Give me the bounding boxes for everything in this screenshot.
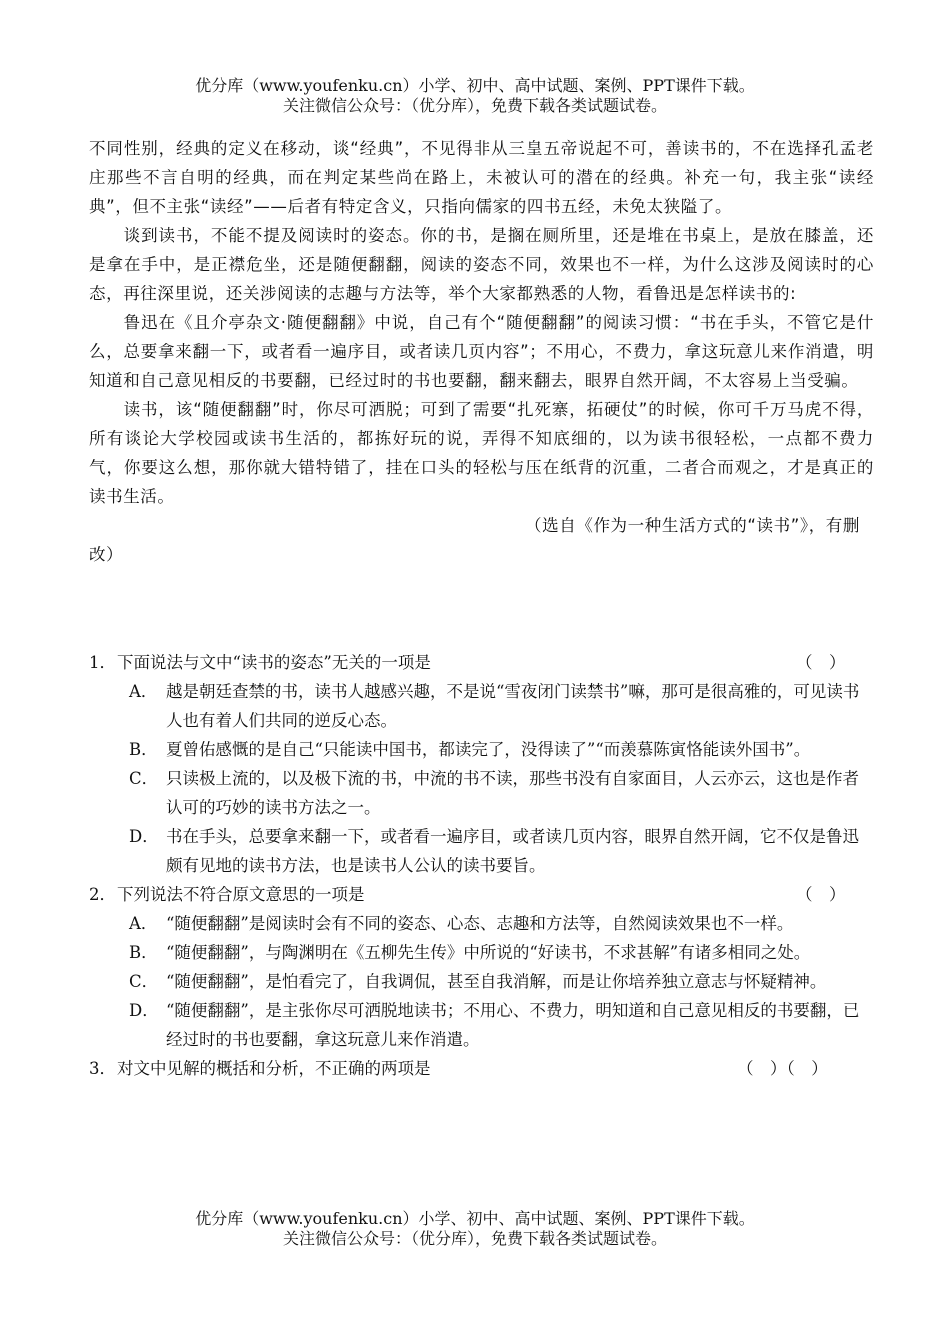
question-list <box>89 648 874 1083</box>
page-footer <box>0 1209 950 1249</box>
question-stem: 对文中见解的概括和分析，不正确的两项是 <box>117 1059 431 1078</box>
option-letter: B． <box>129 740 158 759</box>
option-text: “随便翻翻”，是主张你尽可洒脱地读书；不用心、不费力，明知道和自己意见相反的书要翻，已经过时的书也要翻，拿这玩意儿来作消遣。 <box>166 1001 860 1049</box>
option-text: “随便翻翻”，是怕看完了，自我调侃，甚至自我消解，而是让你培养独立意志与怀疑精神。 <box>166 972 827 991</box>
question-number: 3． <box>89 1059 116 1078</box>
question-2 <box>89 880 874 909</box>
option-letter: D． <box>129 827 159 846</box>
question-2-option-b <box>89 938 874 967</box>
passage-paragraph-4: 读书，该“随便翻翻”时，你尽可洒脱；可到了需要“扎死寨，拓硬仗”的时候，你可千万马虎不得，所有谈论大学校园或读书生活的，都拣好玩的说，弄得不知底细的，以为读书很轻松，一点都不费力气，你要这么想，那你就大错特错了，挂在口头的轻松与压在纸背的沉重，二者合而观之，才是真正的读书生活。 <box>89 400 874 506</box>
question-2-option-c <box>89 967 874 996</box>
option-text: 夏曾佑感慨的是自己“只能读中国书，都读完了，没得读了”“而羡慕陈寅恪能读外国书”。 <box>166 740 811 759</box>
option-text: 只读极上流的，以及极下流的书，中流的书不读，那些书没有自家面目，人云亦云，这也是作者认可的巧妙的读书方法之一。 <box>166 769 859 817</box>
passage-paragraph-3: 鲁迅在《且介亭杂文·随便翻翻》中说，自己有个“随便翻翻”的阅读习惯：“书在手头，不管它是什么，总要拿来翻一下，或者看一遍序目，或者读几页内容”；不用心，不费力，拿这玩意儿来作消遣，明知道和自己意见相反的书要翻，已经过时的书也要翻，翻来翻去，眼界自然开阔，不太容易上当受骗。 <box>89 313 874 390</box>
question-3 <box>89 1054 874 1083</box>
question-1-option-b <box>89 735 874 764</box>
footer-line-2: 关注微信公众号：（优分库），免费下载各类试题试卷。 <box>282 1229 667 1248</box>
question-2-option-a <box>89 909 874 938</box>
question-1 <box>89 648 874 677</box>
header-line-1: 优分库（www.youfenku.cn）小学、初中、高中试题、案例、PPT课件下载。 <box>195 76 755 95</box>
option-letter: A． <box>129 682 158 701</box>
option-text: 书在手头，总要拿来翻一下，或者看一遍序目，或者读几页内容，眼界自然开阔，它不仅是鲁迅颇有见地的读书方法，也是读书人公认的读书要旨。 <box>166 827 859 875</box>
answer-bracket[interactable]: （ ）（ ） <box>737 1059 828 1078</box>
question-1-option-d <box>89 822 874 880</box>
option-text: “随便翻翻”，与陶渊明在《五柳先生传》中所说的“好读书，不求甚解”有诸多相同之处。 <box>166 943 811 962</box>
passage-source-tail: 改） <box>89 545 124 564</box>
answer-bracket[interactable]: （ ） <box>796 885 846 904</box>
page-header <box>0 76 950 116</box>
footer-line-1: 优分库（www.youfenku.cn）小学、初中、高中试题、案例、PPT课件下载。 <box>195 1209 755 1228</box>
option-letter: C． <box>129 769 159 788</box>
passage-source: （选自《作为一种生活方式的“读书”》，有删 <box>525 516 860 535</box>
option-text: “随便翻翻”是阅读时会有不同的姿态、心态、志趣和方法等，自然阅读效果也不一样。 <box>166 914 794 933</box>
option-letter: C． <box>129 972 159 991</box>
question-1-option-c <box>89 764 874 822</box>
option-text: 越是朝廷查禁的书，读书人越感兴趣，不是说“雪夜闭门读禁书”嘛，那可是很高雅的，可见读书人也有着人们共同的逆反心态。 <box>166 682 860 730</box>
header-line-2: 关注微信公众号：（优分库），免费下载各类试题试卷。 <box>282 96 667 115</box>
question-stem: 下列说法不符合原文意思的一项是 <box>117 885 365 904</box>
question-1-option-a <box>89 677 874 735</box>
option-letter: B． <box>129 943 158 962</box>
option-letter: D． <box>129 1001 159 1020</box>
reading-passage <box>89 134 874 569</box>
passage-paragraph-1: 不同性别，经典的定义在移动，谈“经典”，不见得非从三皇五帝说起不可，善读书的，不在选择孔孟老庄那些不言自明的经典，而在判定某些尚在路上，未被认可的潜在的经典。补充一句，我主张“读经典”，但不主张“读经”——后者有特定含义，只指向儒家的四书五经，未免太狭隘了。 <box>89 139 874 216</box>
question-stem: 下面说法与文中“读书的姿态”无关的一项是 <box>117 653 431 672</box>
question-2-option-d <box>89 996 874 1054</box>
passage-paragraph-2: 谈到读书，不能不提及阅读时的姿态。你的书，是搁在厕所里，还是堆在书桌上，是放在膝盖，还是拿在手中，是正襟危坐，还是随便翻翻，阅读的姿态不同，效果也不一样，为什么这涉及阅读时的心态，再往深里说，还关涉阅读的志趣与方法等，举个大家都熟悉的人物，看鲁迅是怎样读书的: <box>89 226 874 303</box>
option-letter: A． <box>129 914 158 933</box>
question-number: 1． <box>89 653 116 672</box>
question-number: 2． <box>89 885 116 904</box>
answer-bracket[interactable]: （ ） <box>796 653 846 672</box>
